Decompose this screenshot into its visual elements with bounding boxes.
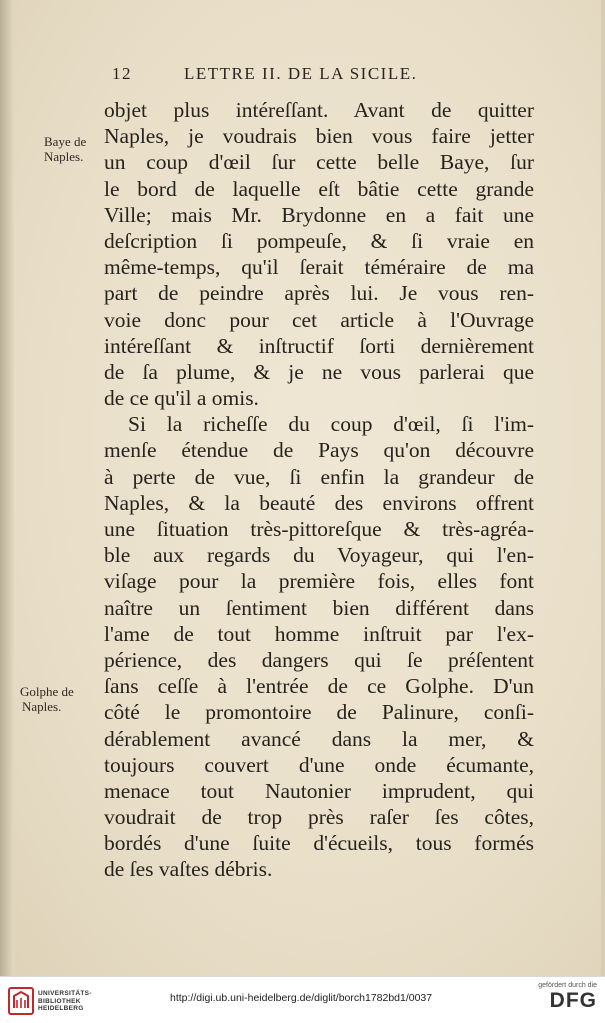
funder-note: gefördert durch die	[538, 982, 597, 989]
text-line: dérablement avancé dans la mer, &	[104, 726, 534, 751]
page-gutter	[0, 0, 14, 976]
text-line: côté le promontoire de Palinure, conſi-	[104, 700, 534, 725]
university-seal-icon	[8, 987, 34, 1015]
text-line: Naples, je voudrais bien vous faire jetter	[104, 124, 534, 149]
page-edge	[601, 0, 605, 976]
text-line: Naples, & la beauté des environs offrent	[104, 490, 534, 515]
text-line: viſage pour la première fois, elles font	[104, 569, 534, 594]
funder-name: DFG	[549, 989, 597, 1012]
text-line: intéreſſant & inſtructif ſorti dernièrement	[104, 333, 534, 358]
text-line: voie donc pour cet article à l'Ouvrage	[104, 307, 534, 332]
text-line: le bord de laquelle eſt bâtie cette grande	[104, 176, 534, 201]
permalink-url[interactable]: http://digi.ub.uni-heidelberg.de/diglit/borch1782bd1/0037	[170, 992, 433, 1004]
running-title: LETTRE II. DE LA SICILE.	[184, 64, 418, 83]
text-line: de ſes vaſtes débris.	[104, 857, 273, 882]
text-line: un coup d'œil ſur cette belle Baye, ſur	[104, 150, 534, 175]
text-line: périence, des dangers qui ſe préſentent	[104, 647, 534, 672]
funder-logo[interactable]	[519, 982, 597, 1013]
text-line: menſe étendue de Pays qu'on découvre	[104, 438, 534, 463]
body-text	[104, 97, 534, 883]
text-line: menace tout Nautonier imprudent, qui	[104, 778, 534, 803]
text-line: ble aux regards du Voyageur, qui l'en-	[104, 543, 534, 568]
text-line: ſans ceſſe à l'entrée de ce Golphe. D'un	[104, 674, 534, 699]
text-line: deſcription ſi pompeuſe, & ſi vraie en	[104, 228, 534, 253]
text-line: l'ame de tout homme inſtruit par l'ex-	[104, 621, 534, 646]
library-logo[interactable]	[8, 985, 128, 1017]
text-line: bordés d'une ſuite d'écueils, tous formés	[104, 831, 534, 856]
margin-note-golphe: Golphe de Naples.	[20, 684, 74, 714]
text-line: objet plus intéreſſant. Avant de quitter	[104, 98, 534, 122]
margin-note-baye: Baye de Naples.	[44, 134, 87, 164]
viewer-footer	[0, 976, 605, 1023]
text-line: Si la richeſſe du coup d'œil, ſi l'im-	[128, 412, 534, 437]
library-name: UNIVERSITÄTS- BIBLIOTHEK HEIDELBERG	[38, 990, 92, 1012]
page-header	[112, 64, 532, 88]
text-line: même-temps, qu'il ſerait téméraire de ma	[104, 255, 534, 280]
text-line: une ſituation très-pittoreſque & très-agréa-	[104, 517, 534, 541]
text-line: de ce qu'il a omis.	[104, 386, 259, 411]
text-line: part de peindre après lui. Je vous ren-	[104, 281, 534, 306]
page-number: 12	[112, 64, 132, 83]
text-line: Ville; mais Mr. Brydonne en a fait une	[104, 202, 534, 227]
text-line: de ſa plume, & je ne vous parlerai que	[104, 359, 534, 384]
text-line: voudrait de trop près raſer ſes côtes,	[104, 805, 534, 830]
text-line: à perte de vue, ſi enfin la grandeur de	[104, 464, 534, 489]
text-line: toujours couvert d'une onde écumante,	[104, 752, 534, 777]
text-line: naître un ſentiment bien différent dans	[104, 595, 534, 620]
